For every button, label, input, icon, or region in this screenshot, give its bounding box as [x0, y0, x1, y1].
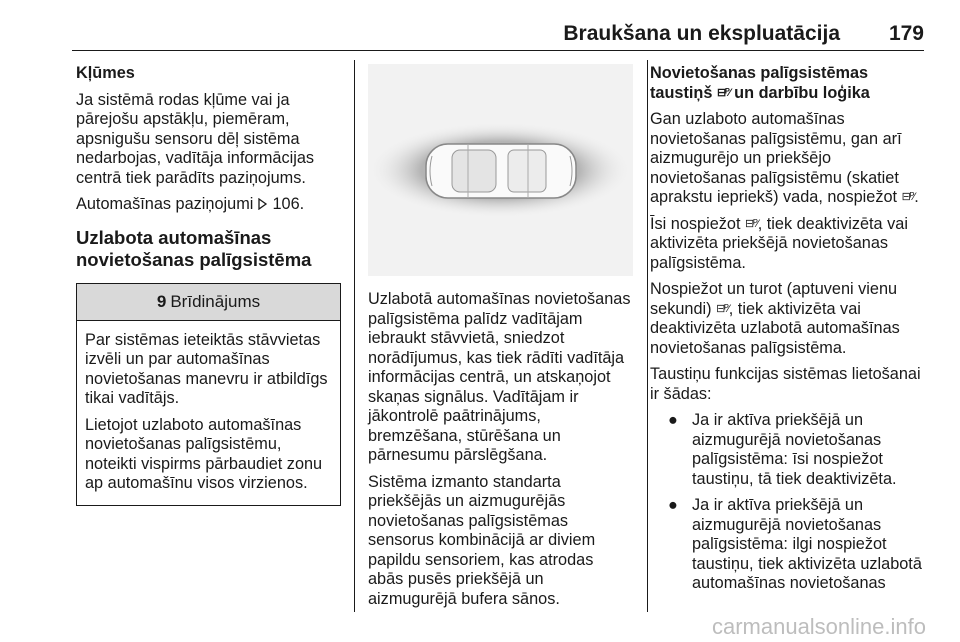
section-heading: Uzlabota automašīnas novietošanas palīgsistēma — [76, 226, 312, 270]
parking-assist-button-icon: ⊟ᴾ⁄ — [716, 86, 730, 99]
warning-body — [77, 321, 340, 505]
messages-text: Automašīnas paziņojumi — [76, 195, 254, 213]
list-item — [650, 411, 930, 489]
warning-paragraph: Par sistēmas ieteiktās stāvvietas izvēli un par automašīnas novietošanas manevru ir atbildīgs tikai vadītājs. — [85, 330, 328, 407]
column-1 — [76, 64, 341, 506]
column-2 — [368, 64, 633, 616]
ref-arrow-icon — [258, 195, 268, 213]
parking-assist-button-icon: ⊟ᴾ⁄ — [901, 191, 915, 203]
logic-text: Gan uzlaboto automašīnas novietošanas palīgsistēmu, gan arī aizmugurējo un priekšējo novietošanas palīgsistēmu (skatiet aprakstu iepriekš) vada, nospiežot — [650, 110, 902, 206]
logic-paragraph-1 — [650, 110, 930, 208]
messages-ref-page: 106. — [272, 195, 305, 213]
faults-text: Ja sistēmā rodas kļūme vai ja pārejošu apstākļu, piemēram, apsnigušu sensoru dēļ sistēma nedarbojas, vadītāja informācijas centrā tiek parādīts paziņojums. — [76, 90, 315, 187]
logic-text: , tiek deaktivizēta vai aktivizēta priekšējā novietošanas palīgsistēma. — [650, 214, 908, 272]
page-title: Braukšana un ekspluatācija — [563, 22, 840, 45]
warning-header — [77, 284, 340, 321]
logic-paragraph-3 — [650, 280, 930, 358]
list-item-text: Ja ir aktīva priekšējā un aizmugurējā novietošanas palīgsistēma: ilgi nospiežot taustiņu, tiek aktivizēta uzlabotā automašīnas novietošanas — [692, 496, 922, 592]
page-number: 179 — [888, 22, 924, 45]
logic-paragraph-2 — [650, 215, 930, 274]
logic-text: Īsi nospiežot — [650, 214, 741, 233]
description-paragraph: Sistēma izmanto standarta priekšējās un aizmugurējās novietošanas palīgsistēmas sensorus kombinācijā ar diviem papildu sensoriem, kas atrodas abās pusēs priekšējā un aizmugurējā bufera sānos. — [368, 472, 596, 608]
column-3 — [650, 64, 930, 601]
logic-text: . — [914, 188, 919, 206]
list-item — [650, 496, 930, 594]
car-top-view-figure — [368, 64, 633, 276]
logic-paragraph-4: Taustiņu funkcijas sistēmas lietošanai ir šādas: — [650, 365, 921, 403]
parking-assist-button-icon: ⊟ᴾ⁄ — [745, 217, 758, 230]
warning-box — [76, 283, 341, 506]
warning-title: Brīdinājums — [170, 291, 261, 311]
description-paragraph: Uzlabotā automašīnas novietošanas palīgsistēma palīdz vadītājam iebraukt stāvvietā, sniedzot norādījumus, kas tiek rādīti vadītāja informācijas centrā, un atskaņojot skaņas signālus. Vadītājam ir jākontrolē paātrinājums, bremzēšana, stūrēšana un pārnesumu pārslēgšana. — [368, 290, 631, 464]
button-logic-heading — [650, 64, 930, 103]
bullet-icon: ● — [668, 411, 678, 429]
header-rule — [72, 50, 924, 51]
heading-line-2b: un darbību loģika — [734, 83, 870, 102]
warning-triangle-icon: 9 — [156, 291, 167, 311]
heading-line-1: Novietošanas palīgsistēmas — [650, 64, 869, 82]
bullet-icon: ● — [668, 496, 678, 514]
car-sensor-zones-illustration — [368, 64, 633, 276]
logic-text: , tiek aktivizēta vai deaktivizēta uzlabotā automašīnas novietošanas palīgsistēma. — [650, 299, 900, 357]
column-divider-right — [647, 60, 648, 612]
list-item-text: Ja ir aktīva priekšējā un aizmugurējā novietošanas palīgsistēma: īsi nospiežot taustiņu, tā tiek deaktivizēta. — [692, 411, 897, 488]
function-list — [650, 411, 930, 594]
page-header — [0, 0, 960, 58]
parking-assist-button-icon: ⊟ᴾ⁄ — [716, 302, 729, 315]
faults-heading: Kļūmes — [76, 64, 135, 82]
watermark: carmanualsonline.info — [711, 614, 926, 639]
logic-text: Nospiežot un turot (aptuveni vienu sekundi) — [650, 280, 898, 318]
heading-line-2a: taustiņš — [650, 83, 713, 102]
warning-paragraph: Lietojot uzlaboto automašīnas novietošanas palīgsistēmu, noteikti vispirms pārbaudiet zonu ap automašīnu visos virzienos. — [85, 415, 323, 492]
messages-reference — [76, 195, 341, 215]
column-divider-left — [354, 60, 355, 612]
